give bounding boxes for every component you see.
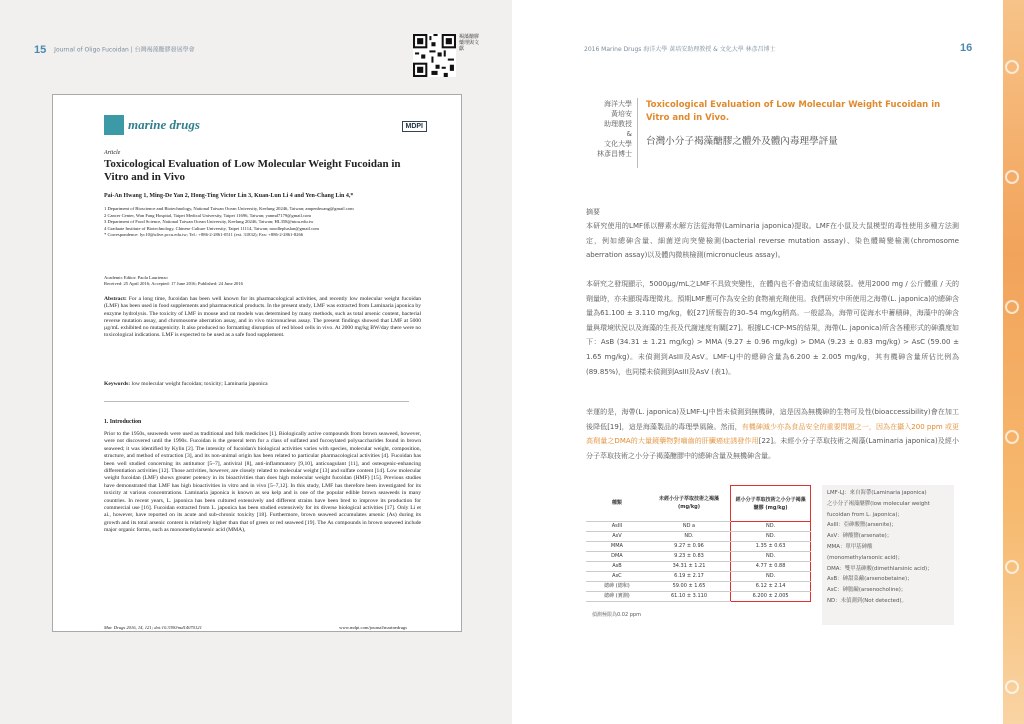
journal-logo-icon: [104, 115, 124, 135]
publisher-logo: MDPI: [402, 121, 428, 132]
english-title: Toxicological Evaluation of Low Molecular Weight Fucoidan in Vitro and in Vivo.: [646, 100, 941, 123]
table-cell: 1.35 ± 0.63: [731, 542, 811, 552]
qr-code[interactable]: [413, 34, 456, 77]
glossary-line: ND：未偵測到(Not detected)。: [827, 597, 907, 604]
table-cell: 總砷 (實測): [586, 592, 648, 602]
table-cell: 34.31 ± 1.21: [648, 562, 731, 572]
left-header-text: Journal of Oligo Fucoidan | 台灣褐藻醣膠發展學會: [54, 46, 195, 54]
glossary-line: 之小分子褐藻醣膠(low molecular weight: [827, 500, 930, 507]
chinese-title: 台灣小分子褐藻醣膠之體外及體內毒理學評量: [646, 136, 838, 147]
table-row: [586, 562, 811, 572]
author-line: 助理教授: [604, 120, 632, 128]
glossary-box: [822, 485, 954, 625]
journal-logo: [104, 115, 200, 135]
keywords-label: Keywords:: [104, 381, 131, 387]
abstract: [104, 296, 421, 340]
table-cell: 4.77 ± 0.88: [731, 562, 811, 572]
abstract-label: Abstract:: [104, 296, 127, 302]
journal-name: marine drugs: [128, 117, 200, 132]
table-row: [586, 572, 811, 582]
abstract-heading: 摘要: [586, 208, 600, 216]
journal-url[interactable]: www.mdpi.com/journal/marinedrugs: [339, 625, 407, 630]
glossary-line: LMF-LJ：來自海帶(Laminaria japonica): [827, 490, 927, 496]
divider: [104, 401, 409, 402]
right-header-text: 2016 Marine Drugs 海洋大學 黃培安助理教授 & 文化大學 林彥昌博士: [584, 46, 776, 53]
publication-dates: Received: 25 April 2016; Accepted: 17 June 2016; Published: 24 June 2016: [104, 281, 243, 286]
author-line: &: [626, 130, 632, 138]
table-cell: ND.: [648, 532, 731, 542]
table-cell: ND.: [731, 552, 811, 562]
table-cell: 61.10 ± 3.110: [648, 592, 731, 602]
glossary-line: fucoidan from L. japonica)；: [827, 511, 903, 518]
table-row: [586, 552, 811, 562]
affiliation: 3 Department of Food Science, National Taiwan Ocean University, Keelung 20246, Taiwan; HL358@ntou.edu.tw: [104, 219, 314, 224]
paragraph-1: 本研究使用的LMF係以酵素水解方法從海帶(Laminaria japonica)提取。LMF在小鼠及大鼠模型的毒性使用多種方法測定，例如總砷含量、細菌逆向突變檢測(bacterial reverse mutation assay)、染色體畸變檢測(chromosome aberration assay)以及體內微核檢測(micronucleus assay)。: [586, 222, 959, 260]
table-row: [586, 592, 811, 602]
section-heading: 1. Introduction: [104, 419, 142, 425]
article-title: Toxicological Evaluation of Low Molecular Weight Fucoidan in Vitro and in Vivo: [104, 158, 401, 183]
glossary-line: AsV：砷酸鹽(arsenate)；: [827, 533, 893, 540]
table-row: [586, 582, 811, 592]
table-row: [586, 542, 811, 552]
table-cell: 9.23 ± 0.83: [648, 552, 731, 562]
article-kind: Article: [104, 150, 121, 156]
table-cell: 總砷 (總和): [586, 582, 648, 592]
author-line: 海洋大學: [604, 100, 632, 108]
glossary-line: (monomethylarsonic acid)；: [827, 554, 904, 561]
author-line: 林彥昌博士: [597, 150, 632, 158]
introduction-text: Prior to the 1950s, seaweeds were used as traditional and folk medicines [1]. Biologically active compounds from brown seaweed, however, were not discovered until the 1990s. Fucoidan is the general term for a class of sulfated and fucosylated polysaccharides found in brown seaweed; it was identified by Kylin [2]. The intensity of fucoidan's biological activities varies with species, molecular weight, composition, structure, and method of extraction [3], and its non-animal origin has been related to particular pharmacological activities [4]. Fucoidan has been well studied concerning its antitumor [5–7], antiviral [8], anti-inflammatory [9,10], anticoagulant [11], and osteogenic-enhancing differentiation activities [12]. Those activities, however, are closely related to molecular weight [13] and sulfate content [14]. Low molecular weight fucoidan (LMF) shows greater potency in its bioactivities than does high molecular weight fucoidan (HMF) [15]. Previous studies have demonstrated that LMF has high bioactivities in vitro and in vivo [5–7,12]. In this study, LMF has therefore been investigated for its toxicity at various concentrations. Laminaria japonica is known as sea kelp and is one of the popular edible brown seaweeds in many countries. In recent years, L. japonica has been cultured extensively and different strains have been bred to improve its production for commercial use [16]. Fucoidan extracted from L. japonica has been studied extensively for its diverse biological activities [17]. Only Li et al., however, have reported on its acute and sub-chronic toxicity [18]. Furthermore, brown seaweed accumulates arsenic (As) during its growth and its total arsenic content is relatively higher than that of green or red seaweed [19]. The As compounds in brown seaweed include major organic forms, such as monomethylarsenic acid (MMA),: [104, 431, 421, 534]
paragraph-2: 本研究之發現顯示，5000μg/mL之LMF不具致突變性，在體內也不會造成紅血球破裂。使用2000 mg / 公斤體重 / 天的劑量時，亦未顯現毒理徵兆。預期LMF應可作為安全的食物補充劑使用。我們研究中所使用之海帶(L. japonica)的總砷含量為61.100 ± 3.110 mg/kg，較[27]所報告的30–54 mg/kg稍高。一般認為，海帶可從海水中蓄積砷，海藻中的砷含量與環境狀況以及海藻的生長及代謝速度有關[27]。根據LC-ICP-MS的結果，海帶(L. japonica)所含各種形式的砷濃度如下：AsB (34.31 ± 1.21 mg/kg) > MMA (9.27 ± 0.96 mg/kg) > DMA (9.23 ± 0.83 mg/kg) > AsC (59.00 ± 1.65 mg/kg)。未偵測到AsIII及AsV。LMF-LJ中的總砷含量為6.200 ± 2.005 mg/kg，其有機砷含量所佔比例為(89.85%)，也同樣未偵測到AsIII及AsV (表1)。: [586, 280, 960, 376]
table-cell: AsB: [586, 562, 648, 572]
table-cell: AsV: [586, 532, 648, 542]
author-line: 文化大學: [604, 140, 632, 148]
table-cell: ND.: [731, 522, 811, 532]
table-cell: 6.19 ± 2.17: [648, 572, 731, 582]
table-cell: ND.: [731, 532, 811, 542]
affiliation: * Correspondence: lyc10@ulive.pccu.edu.tw; Tel.: +886-2-2861-0511 (ext. 31832); Fax: +886-2-2861-8266: [104, 232, 304, 237]
divider: [637, 98, 638, 168]
affiliation: 4 Graduate Institute of Biotechnology, Chinese Culture University, Taipei 11114, Taiwan; noodlepluslan@gmail.com: [104, 225, 319, 231]
table-cell: 6.200 ± 2.005: [731, 592, 811, 602]
keywords: [104, 381, 424, 387]
table-cell: ND.: [731, 572, 811, 582]
table-cell: MMA: [586, 542, 648, 552]
table-cell: 6.12 ± 2.14: [731, 582, 811, 592]
table-cell: AsC: [586, 572, 648, 582]
academic-editor: Academic Editor: Paola Laurienzo: [104, 275, 168, 280]
arsenic-table: [586, 485, 811, 602]
table-cell: AsIII: [586, 522, 648, 532]
table-cell: DMA: [586, 552, 648, 562]
column-header: 未經小分子萃取技術之褐藻 (mg/kg): [648, 486, 731, 522]
author-block: [586, 99, 632, 159]
paragraph-3-text: 幸運的是，海帶(L. japonica)及LMF-LJ中皆未偵測到無機砷，這是因為無機砷的生物可及性(bioaccessibility)會在加工後降低[19]，這是海藻製品的毒理學風險。然而，: [586, 408, 959, 431]
affiliations: [104, 206, 424, 239]
paragraph-3: [586, 405, 959, 463]
article-authors: Pai-An Hwang 1, Ming-De Yan 2, Hong-Ting Victor Lin 3, Kuan-Lun Li 4 and Yen-Chang Lin 4,*: [104, 193, 354, 199]
article-dates: [104, 275, 424, 287]
right-page-number: 16: [960, 42, 973, 54]
table-cell: 9.27 ± 0.96: [648, 542, 731, 552]
article-page: [52, 94, 462, 632]
qr-label: 褐藻醣膠 藥理與文獻: [459, 34, 480, 52]
table-note: 偵測極限為0.02 ppm: [592, 612, 641, 618]
table-row: [586, 532, 811, 542]
affiliation: 1 Department of Bioscience and Biotechnology, National Taiwan Ocean University, Keelung 20246, Taiwan; ampenhwang@gmail.com: [104, 206, 354, 211]
column-header: 經小分子萃取技術之小分子褐藻醣膠 (mg/kg): [731, 486, 811, 522]
glossary-line: AsIII：亞砷酸鹽(arsenite)；: [827, 522, 897, 529]
glossary-line: AsC：砷膽鹼(arsenocholine)；: [827, 587, 907, 594]
author-line: 黃培安: [611, 110, 632, 118]
glossary-line: MMA：單甲基砷酸: [827, 543, 873, 550]
table-cell: ND a: [648, 522, 731, 532]
affiliation: 2 Cancer Center, Wan Fang Hospital, Taipei Medical University, Taipei 11696, Taiwan; yanmd7179@gmail.com: [104, 212, 311, 218]
glossary-line: DMA：雙甲基砷酸(dimethlarsinic acid)；: [827, 565, 933, 572]
left-page-number: 15: [34, 44, 47, 56]
highlighted-text: 有機砷減少亦為食品安全的重要問題之一，因為在攝入200 ppm 或更高劑量之DMA的大量鏡藥物對嚙齒的肝臟癌症誘發作用: [586, 422, 959, 446]
column-header: 種類: [586, 486, 648, 522]
glossary-line: AsB：砷甜菜鹼(arsenobetaine)；: [827, 576, 913, 583]
paragraph-3-end: [22]。未經小分子萃取技術之褐藻(Laminaria japonica)及經小分子萃取技術之小分子褐藻醣膠中的總砷含量及無機砷含量。: [586, 437, 960, 460]
keywords-text: low molecular weight fucoidan; toxicity; Laminaria japonica: [131, 381, 268, 387]
table-row: [586, 522, 811, 532]
decorative-border: [1003, 0, 1024, 724]
left-header: [34, 44, 195, 56]
table-cell: 59.00 ± 1.65: [648, 582, 731, 592]
citation-footer: Mar. Drugs 2016, 14, 121; doi:10.3390/md14070121: [104, 625, 202, 630]
abstract-text: For a long time, fucoidan has been well known for its pharmacological activities, and recently low molecular weight fucoidan (LMF) has been used in food supplements and pharmaceutical products. In the present study, LMF was extracted from Laminaria japonica by enzyme hydrolysis. The toxicity of LMF in mouse and rat models was determined by many methods, such as total arsenic content, bacterial reverse mutation assay, and chromosome aberration assay, and in vivo micronucleus assay. The present findings showed that LMF at 5000 µg/mL exhibited no mutagenicity. It also produced no formatting disruption of red blood cells in vivo. At 2000 mg/kg BW/day there were no toxicological indications. LMF is expected to be used as a safe food supplement.: [104, 296, 422, 339]
